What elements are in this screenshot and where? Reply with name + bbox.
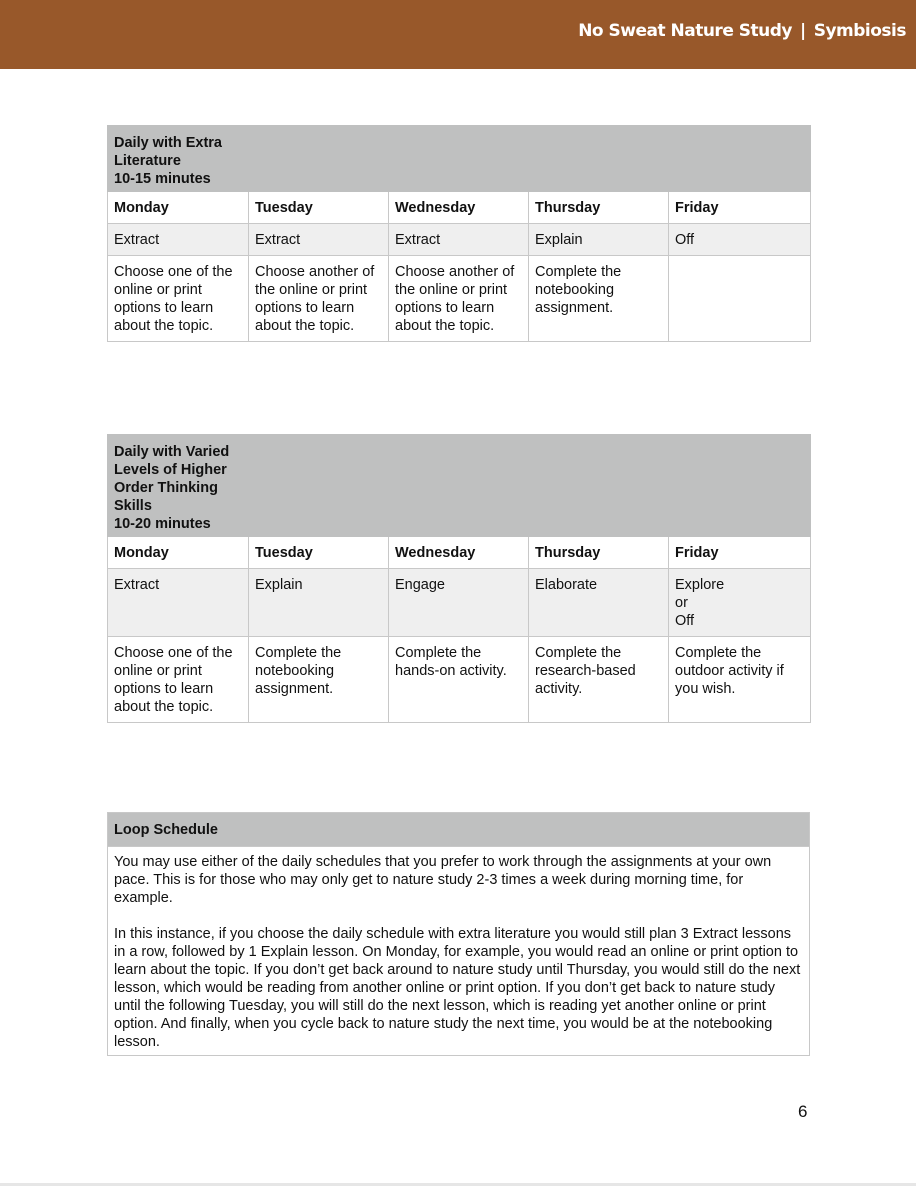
table-title-line: Levels of Higher [114, 462, 227, 478]
day-header-wednesday: Wednesday [389, 192, 529, 224]
task-cell: Choose one of the online or print options to learn about the topic. [108, 256, 249, 342]
table-title-line: Literature [114, 153, 181, 169]
task-cell: Choose one of the online or print options to learn about the topic. [108, 637, 249, 723]
schedule-table-extra-literature [107, 125, 811, 342]
loop-paragraph: In this instance, if you choose the daily schedule with extra literature you would still plan 3 Extract lessons in a row, followed by 1 Explain lesson. On Monday, for example, you would read an online or print option to learn about the topic. If you don’t get back around to nature study until Thursday, you would still do the next lesson, which would be reading from another online or print option. If you don’t get back to nature study until the following Tuesday, you will still do the next lesson, which is reading yet another online or print option. And finally, when you cycle back to nature study the next time, you would be at the notebooking lesson. [114, 926, 801, 1050]
task-cell: Complete the notebooking assignment. [529, 256, 669, 342]
phase-cell: Explain [249, 569, 389, 637]
day-header-tuesday: Tuesday [249, 537, 389, 569]
table-title-line: 10-20 minutes [114, 516, 211, 532]
page-number: 6 [798, 1102, 808, 1121]
day-header-friday: Friday [669, 192, 811, 224]
day-header-tuesday: Tuesday [249, 192, 389, 224]
day-header-wednesday: Wednesday [389, 537, 529, 569]
header-topic: Symbiosis [813, 21, 906, 41]
task-cell: Complete the outdoor activity if you wish. [669, 637, 811, 723]
table-title [108, 126, 811, 192]
phase-cell: Elaborate [529, 569, 669, 637]
header-banner [0, 0, 916, 69]
phase-cell: Off [669, 224, 811, 256]
task-cell: Complete the notebooking assignment. [249, 637, 389, 723]
phase-cell: Extract [108, 224, 249, 256]
day-header-thursday: Thursday [529, 537, 669, 569]
day-header-monday: Monday [108, 192, 249, 224]
phase-option: or [675, 595, 688, 611]
phase-cell: Explain [529, 224, 669, 256]
header-title [578, 21, 906, 41]
header-brand: No Sweat Nature Study [578, 21, 792, 41]
header-separator: | [800, 21, 806, 41]
task-cell: Complete the research-based activity. [529, 637, 669, 723]
day-header-friday: Friday [669, 537, 811, 569]
schedule-table-higher-order-thinking [107, 434, 811, 723]
table-title-line: Daily with Varied [114, 444, 230, 460]
task-cell: Choose another of the online or print options to learn about the topic. [389, 256, 529, 342]
table-title-line: Skills [114, 498, 152, 514]
table-title-line: Order Thinking [114, 480, 218, 496]
task-cell [669, 256, 811, 342]
task-cell: Choose another of the online or print options to learn about the topic. [249, 256, 389, 342]
loop-schedule-body [108, 846, 809, 1055]
loop-schedule-box [107, 812, 810, 1056]
phase-cell: Engage [389, 569, 529, 637]
phase-cell: Extract [389, 224, 529, 256]
phase-cell: Extract [108, 569, 249, 637]
loop-paragraph: You may use either of the daily schedules that you prefer to work through the assignments at your own pace. This is for those who may only get to nature study 2-3 times a week during morning time, for example. [114, 854, 772, 906]
table-title-line: Daily with Extra [114, 135, 222, 151]
task-cell: Complete the hands-on activity. [389, 637, 529, 723]
table-title [108, 435, 811, 537]
table-title-line: 10-15 minutes [114, 171, 211, 187]
phase-option: Explore [675, 577, 725, 593]
day-header-monday: Monday [108, 537, 249, 569]
phase-cell-friday [669, 569, 811, 637]
loop-schedule-title: Loop Schedule [108, 813, 809, 846]
day-header-thursday: Thursday [529, 192, 669, 224]
phase-option: Off [675, 613, 695, 629]
phase-cell: Extract [249, 224, 389, 256]
